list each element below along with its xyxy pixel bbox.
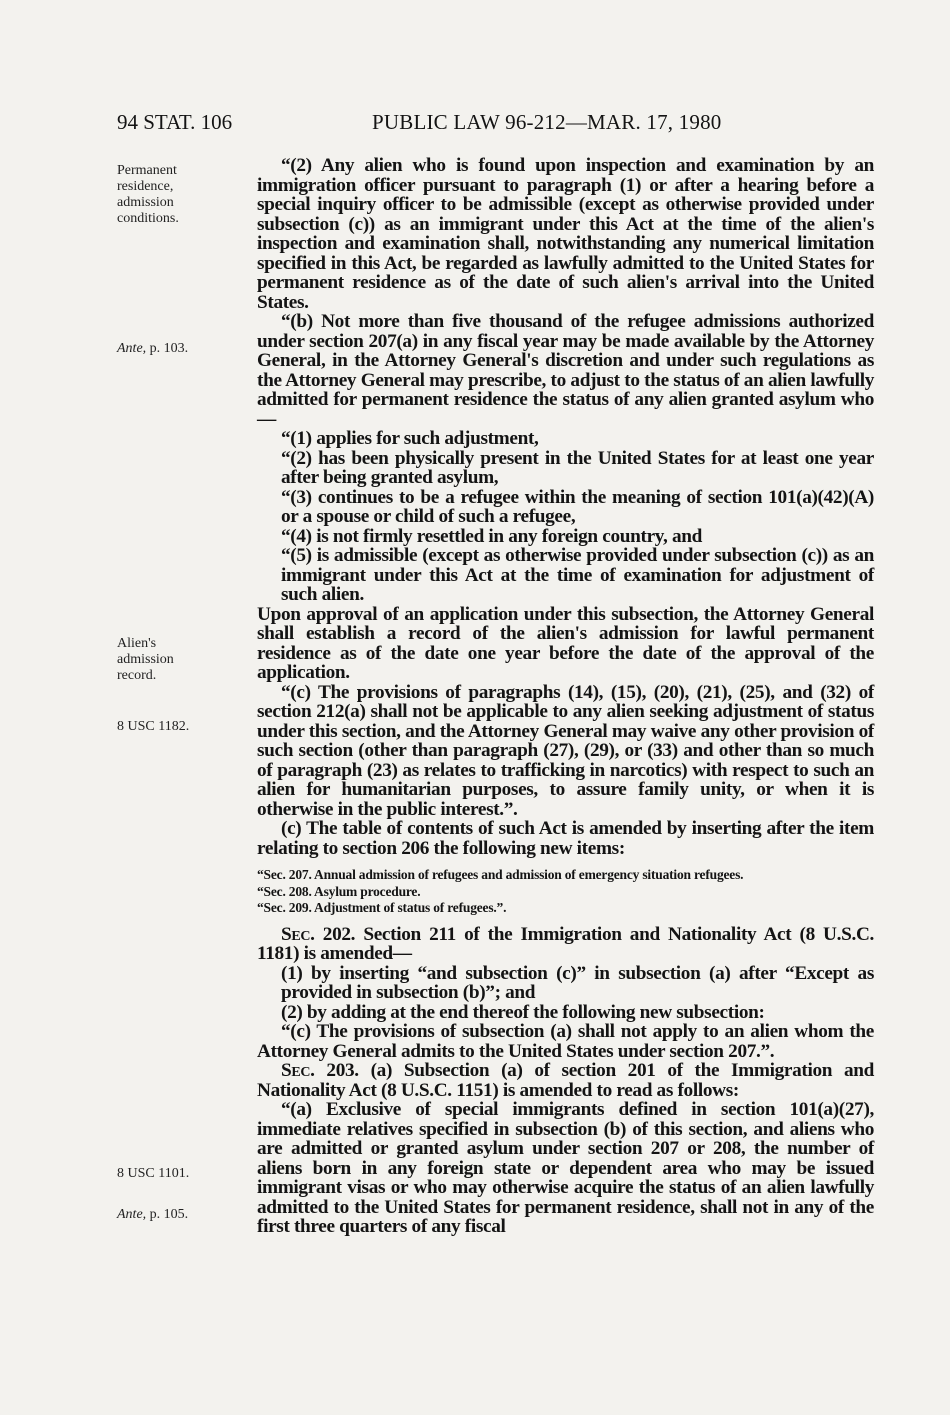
paragraph-approval: Upon approval of an application under this subsection, the Attorney General shall establish a record of the alien's admission for lawful permanent residence as of the date one year before the date of the approval of the application. [257,603,874,683]
margin-note-ante-103 [117,341,247,357]
section-203-heading: Sec. 203. [281,1060,359,1081]
list-item: “(3) continues to be a refugee within the meaning of section 101(a)(42)(A) or a spouse or child of such a refugee, [281,486,874,527]
statute-page-reference: 94 STAT. 106 [117,110,233,134]
toc-item: “Sec. 208. Asylum procedure. [257,883,421,899]
margin-note-usc-1182: 8 USC 1182. [117,719,190,734]
public-law-title: PUBLIC LAW 96-212—MAR. 17, 1980 [372,110,722,134]
margin-note-permanent-residence: Permanent residence, admission conditions. [117,163,179,226]
margin-note-ante-105 [117,1207,247,1223]
paragraph-table-of-contents: (c) The table of contents of such Act is amended by inserting after the item relating to section 206 the following new items: [257,818,874,859]
paragraph-c-provisions: “(c) The provisions of paragraphs (14), (15), (20), (21), (25), and (32) of section 212(a) shall not be applicable to any alien seeking adjustment of status under this section, and the Attorney General may waive any other provision of such section (other than paragraph (27), (29), or (33) and other than so much of paragraph (23) as relates to trafficking in narcotics) with respect to such an alien for humanitarian purposes, to assure family unity, or when it is otherwise in the public interest.”. [257,681,874,820]
section-203 [257,1061,874,1100]
list-item: “(4) is not firmly resettled in any foreign country, and [281,525,702,547]
section-202-text: Section 211 of the Immigration and Nationality Act (8 U.S.C. 1181) is amended— [257,923,874,964]
toc-item: “Sec. 207. Annual admission of refugees and admission of emergency situation refugees. [257,867,744,882]
section-202 [257,925,874,964]
list-item: (2) by adding at the end thereof the following new subsection: [281,1001,765,1023]
margin-note-aliens-record: Alien's admission record. [117,636,174,683]
table-of-contents-items [257,867,874,917]
ante-page: p. 105. [146,1207,189,1222]
ante-italic: Ante, [117,341,147,356]
paragraph-b-adjustment: “(b) Not more than five thousand of the refugee admissions authorized under section 207(a) in any fiscal year may be made available by the Attorney General, in the Attorney General's discretion and under such regulations as the Attorney General may prescribe, to adjust to the status of an alien lawfully admitted for permanent residence the status of any alien granted asylum who— [257,311,874,430]
ante-italic: Ante, [117,1207,147,1222]
list-item: “(1) applies for such adjustment, [281,428,539,449]
list-item: (1) by inserting “and subsection (c)” in subsection (a) after “Except as provided in subsection (b)”; and [281,962,874,1003]
section-203-text: (a) Subsection (a) of section 201 of the Immigration and Nationality Act (8 U.S.C. 1151) is amended to read as follows: [257,1060,874,1101]
paragraph-2-admission: “(2) Any alien who is found upon inspection and examination by an immigration officer pursuant to paragraph (1) or after a hearing before a special inquiry officer to be admissible (except as otherwise provided under subsection (c)) as an immigrant under this Act at the time of the alien's inspection and examination shall, notwithstanding any numerical limitation specified in this Act, be regarded as lawfully admitted to the United States for permanent residence as of the date of such alien's arrival into the United States. [257,155,874,313]
page-header [0,110,950,144]
margin-note-usc-1101: 8 USC 1101. [117,1166,190,1181]
list-item: “(5) is admissible (except as otherwise provided under subsection (c)) as an immigrant under this Act at the time of examination for adjustment of such alien. [281,545,874,605]
section-202-heading: Sec. 202. [281,923,356,945]
list-item: “(2) has been physically present in the United States for at least one year after being granted asylum, [281,447,874,488]
toc-item: “Sec. 209. Adjustment of status of refugees.”. [257,900,507,915]
statute-body [257,156,874,1237]
paragraph-c-subsection-a: “(c) The provisions of subsection (a) shall not apply to an alien whom the Attorney General admits to the United States under section 207.”. [257,1021,874,1062]
ante-page: p. 103. [146,341,189,356]
paragraph-a-exclusive: “(a) Exclusive of special immigrants defined in section 101(a)(27), immediate relatives specified in subsection (b) of this section, and aliens who are admitted or granted asylum under section 207 or 208, the number of aliens born in any foreign state or dependent area who may be issued immigrant visas or who may otherwise acquire the status of an alien lawfully admitted to the United States for permanent residence, shall not in any of the first three quarters of any fiscal [257,1099,874,1237]
